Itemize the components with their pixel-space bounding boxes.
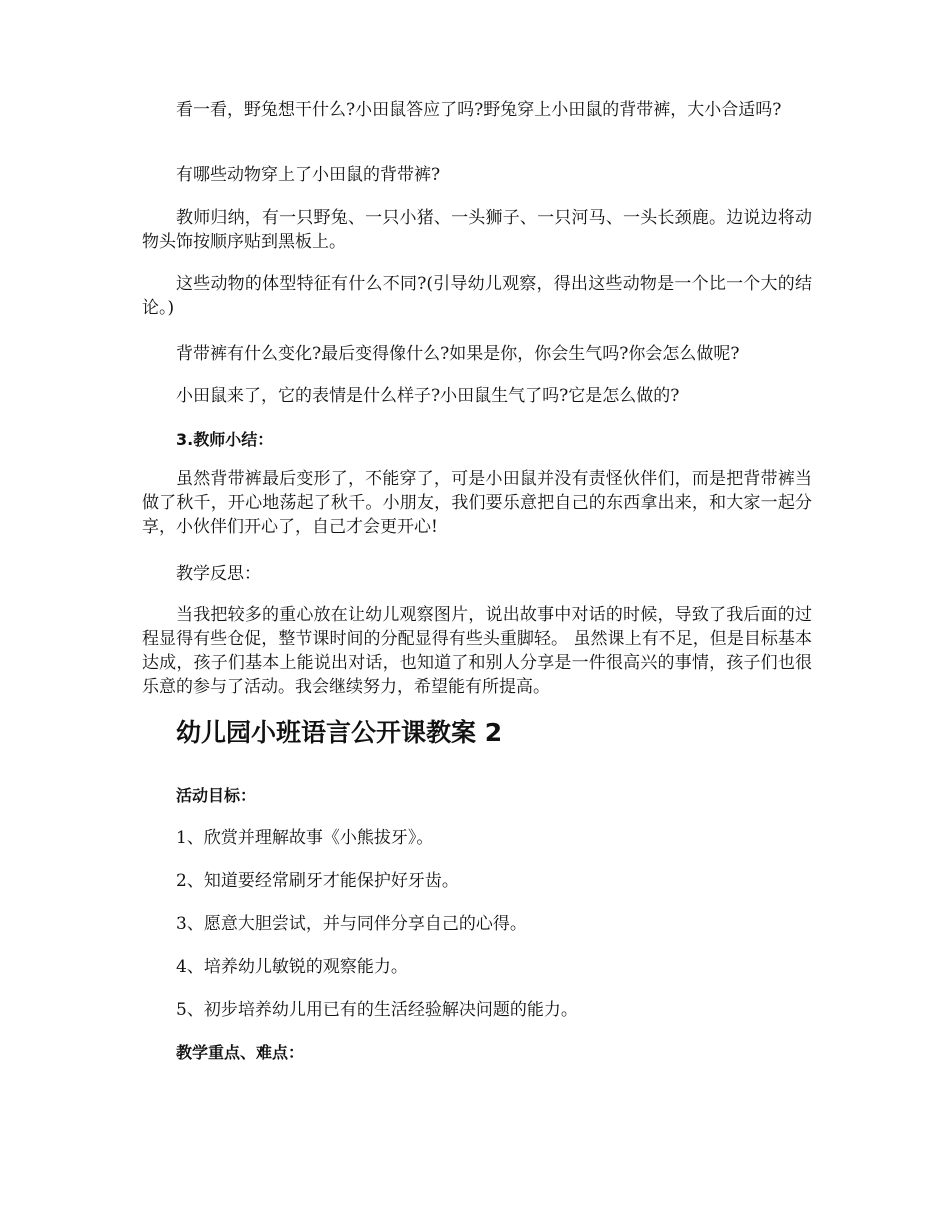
paragraph-field-mouse-reaction: 小田鼠来了，它的表情是什么样子?小田鼠生气了吗?它是怎么做的? — [176, 386, 680, 406]
list-item: 5、初步培养幼儿用已有的生活经验解决问题的能力。 — [176, 1000, 578, 1020]
paragraph-reflection-text: 当我把较多的重心放在让幼儿观察图片，说出故事中对话的时候，导致了我后面的过程显得有些仓促，整节课时间的分配显得有些头重脚轻。 虽然课上有不足，但是目标基本达成，孩子们基本上能说出对话，也知道了和别人分享是一件很高兴的事情，孩子们也很乐意的参与了活动。我会继续努力，希望能有所提高。 — [142, 605, 812, 697]
heading-key-points: 教学重点、难点： — [176, 1043, 305, 1062]
list-item: 1、欣赏并理解故事《小熊拔牙》。 — [176, 828, 434, 848]
paragraph-which-animals: 有哪些动物穿上了小田鼠的背带裤? — [176, 165, 441, 185]
list-item: 3、愿意大胆尝试，并与同伴分享自己的心得。 — [176, 914, 527, 934]
paragraph-wild-rabbit: 看一看，野兔想干什么?小田鼠答应了吗?野兔穿上小田鼠的背带裤，大小合适吗? — [176, 100, 782, 120]
heading-teacher-conclusion: 3.教师小结： — [176, 430, 274, 449]
list-item: 4、培养幼儿敏锐的观察能力。 — [176, 957, 408, 977]
paragraph-reflection-label: 教学反思： — [176, 564, 261, 584]
section-title: 幼儿园小班语言公开课教案 2 — [176, 718, 503, 747]
paragraph-body-features: 这些动物的体型特征有什么不同?(引导幼儿观察，得出这些动物是一个比一个大的结论。) — [142, 274, 812, 318]
paragraph-teacher-summary-animals: 教师归纳，有一只野兔、一只小猪、一头狮子、一只河马、一头长颈鹿。边说边将动物头饰按顺序贴到黑板上。 — [142, 208, 812, 252]
heading-activity-goals: 活动目标： — [176, 786, 257, 805]
paragraph-conclusion-text: 虽然背带裤最后变形了，不能穿了，可是小田鼠并没有责怪伙伴们，而是把背带裤当做了秋千，开心地荡起了秋千。小朋友，我们要乐意把自己的东西拿出来，和大家一起分享，小伙伴们开心了，自己才会更开心! — [142, 469, 812, 537]
list-item: 2、知道要经常刷牙才能保护好牙齿。 — [176, 871, 459, 891]
paragraph-overalls-change: 背带裤有什么变化?最后变得像什么?如果是你，你会生气吗?你会怎么做呢? — [176, 344, 740, 364]
